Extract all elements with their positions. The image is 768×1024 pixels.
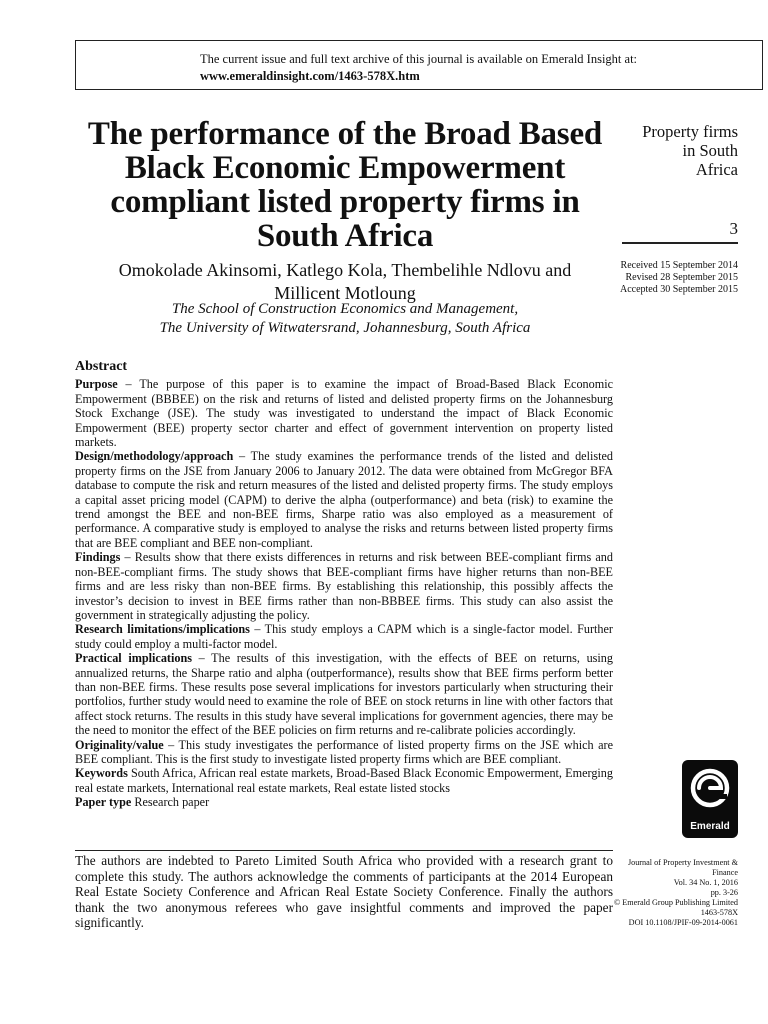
submission-dates: [588, 260, 738, 296]
running-title-line-1: Property firms: [642, 122, 738, 141]
revised-date: Revised 28 September 2015: [625, 272, 738, 283]
authors-line-2: Millicent Motloung: [274, 283, 416, 303]
originality-text: – This study investigates the performance of listed property firms on the JSE which are BEE compliant. This is the first study to investigate listed property firms which are BEE compliant.: [75, 737, 613, 766]
design-label: Design/methodology/approach: [75, 449, 234, 464]
abstract-originality: [75, 738, 613, 767]
sidebar-divider: [622, 242, 738, 244]
running-title-line-3: Africa: [695, 160, 738, 179]
abstract-purpose: [75, 377, 613, 449]
page-number: 3: [729, 219, 738, 238]
running-title-line-2: in South: [682, 141, 738, 160]
journal-copyright: © Emerald Group Publishing Limited: [613, 898, 738, 907]
journal-url[interactable]: www.emeraldinsight.com/1463-578X.htm: [200, 69, 420, 83]
journal-issn: 1463-578X: [700, 908, 738, 917]
emerald-e-icon: [682, 760, 738, 820]
practical-text: – The results of this investigation, with the effects of BEE on returns, using annualized returns, the Sharpe ratio and alpha (outperformance), results show that BEE firms perform better than non-BEE firms. These results pose several implications for investors particularly when structuring their portfolios, further study would need to examine the role of BEE on stock returns in line with other factors that affect stock returns. The results in this study have several implications for government agencies, there may be the need to monitor the effect of the BEE policies on firm returns and re-calibrate policies accordingly.: [75, 651, 613, 738]
abstract-heading: Abstract: [75, 359, 128, 374]
limitations-label: Research limitations/implications: [75, 622, 250, 637]
authors: [75, 259, 615, 305]
journal-availability-box: [75, 40, 763, 90]
emerald-logo-text: Emerald: [690, 821, 730, 832]
papertype-label: Paper type: [75, 795, 132, 810]
availability-text: The current issue and full text archive of this journal is available on Emerald Insight at:: [200, 52, 638, 66]
journal-volume: Vol. 34 No. 1, 2016: [673, 878, 738, 887]
journal-pages: pp. 3-26: [710, 888, 738, 897]
emerald-logo: [682, 760, 738, 838]
abstract-design: [75, 449, 613, 550]
abstract-practical: [75, 651, 613, 737]
affiliation-line-2: The University of Witwatersrand, Johannesburg, South Africa: [159, 320, 531, 336]
affiliation: [75, 300, 615, 338]
limitations-text: – This study employs a CAPM which is a single-factor model. Further study could employ a multi-factor model.: [75, 622, 613, 651]
article-title: The performance of the Broad Based Black Economic Empowerment compliant listed property firms in South Africa: [87, 116, 603, 254]
abstract-paper-type: [75, 795, 613, 809]
journal-name-line-1: Journal of Property Investment &: [627, 858, 738, 867]
practical-label: Practical implications: [75, 651, 192, 666]
findings-label: Findings: [75, 550, 121, 565]
originality-label: Originality/value: [75, 737, 164, 752]
keywords-label: Keywords: [75, 766, 128, 781]
purpose-text: – The purpose of this paper is to examine the impact of Broad-Based Black Economic Empowerment (BBBEE) on the risk and returns of listed and delisted property firms on the Johannesburg Stock Exchange (JSE). The study was investigated to understand the impact of Black Economic Empowerment (BEE) property sector charter and effect of government intervention on property listed markets.: [75, 377, 613, 450]
abstract-section: [75, 360, 613, 810]
accepted-date: Accepted 30 September 2015: [619, 284, 738, 295]
purpose-label: Purpose: [75, 377, 118, 392]
papertype-text: Research paper: [131, 795, 210, 810]
findings-text: – Results show that there exists differences in returns and risk between BEE-compliant firms and non-BEE-compliant firms. The study shows that BEE-compliant firms have higher returns than non-BEE firms and are less risky than non-BEE firms. By establishing this relationship, this possibly affects the investor’s decision to invest in BEE firms rather than non-BBBEE firms. This study can also assist the government in strategically adjusting the policy.: [75, 550, 613, 622]
journal-info: [608, 858, 738, 928]
abstract-limitations: [75, 622, 613, 651]
journal-name-line-2: Finance: [712, 868, 738, 877]
abstract-keywords: [75, 766, 613, 795]
received-date: Received 15 September 2014: [620, 260, 738, 271]
running-title: [598, 122, 738, 179]
footnote-divider: [75, 850, 613, 851]
design-text: – The study examines the performance trends of the listed and delisted property firms on the JSE from January 2006 to January 2012. The data were obtained from McGregor BFA database to compute the risk and return measures of the listed and delisted property firms. The study employs a capital asset pricing model (CAPM) to derive the alpha (outperformance) and beta (risk) to examine the trend amongst the BEE and non-BEE firms, Sharpe ratio was also employed as a measurement of performance. A comparative study is employed to analyse the risks and returns between listed property firms that are BEE compliant and BEE non-compliant.: [75, 449, 613, 550]
affiliation-line-1: The School of Construction Economics and Management,: [171, 301, 519, 317]
journal-doi[interactable]: DOI 10.1108/JPIF-09-2014-0061: [628, 918, 738, 927]
authors-line-1: Omokolade Akinsomi, Katlego Kola, Thembelihle Ndlovu and: [118, 260, 572, 280]
keywords-text: South Africa, African real estate markets, Broad-Based Black Economic Empowerment, Emerging real estate markets, International real estate markets, Real estate listed stocks: [75, 766, 613, 795]
acknowledgement-footnote: The authors are indebted to Pareto Limited South Africa who provided with a research grant to complete this study. The authors acknowledge the comments of participants at the 2014 European Real Estate Society Conference and African Real Estate Society Conference. Finally the authors thank the two anonymous referees who gave insightful comments and improved the paper significantly.: [75, 853, 613, 931]
abstract-findings: [75, 550, 613, 622]
